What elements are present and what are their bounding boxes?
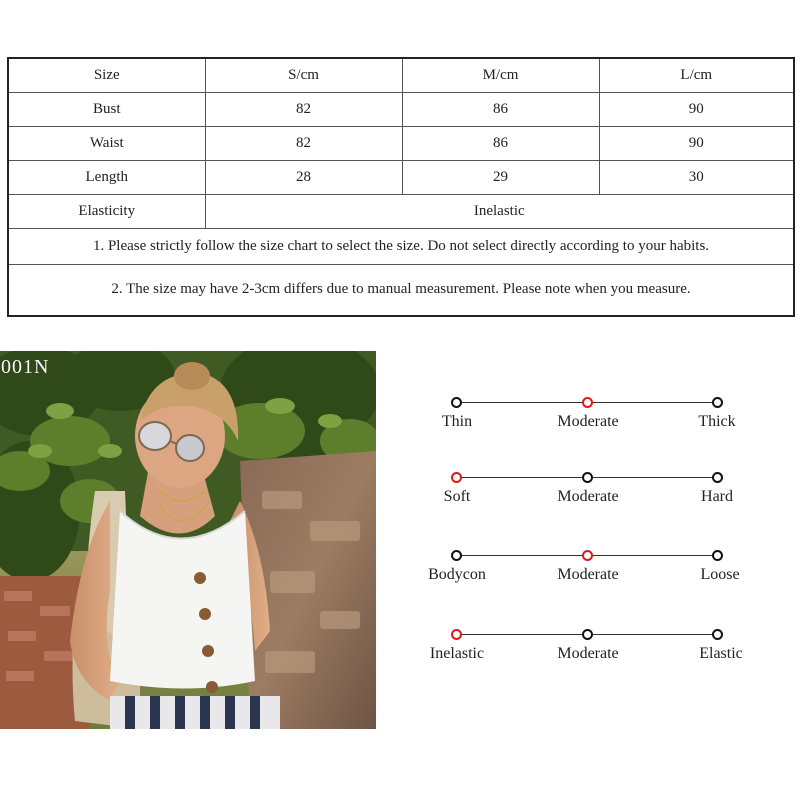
scale-label: Thin [441,413,473,430]
table-cell: 82 [205,126,402,160]
table-cell: 86 [402,126,599,160]
fit-scale [410,533,780,593]
scale-label: Thick [698,413,736,430]
scale-marker-loose [712,550,723,561]
scale-label: Loose [700,566,740,583]
scale-marker-elastic [712,629,723,640]
scale-marker-thin [451,397,462,408]
size-header-cell: Size [8,58,205,92]
size-note-1: 1. Please strictly follow the size chart to select the size. Do not select directly according to your habits. [8,228,794,264]
table-cell: 28 [205,160,402,194]
table-cell: 30 [599,160,794,194]
table-cell: 82 [205,92,402,126]
size-header-cell: L/cm [599,58,794,92]
row-label: Length [8,160,205,194]
note-row-2 [8,264,794,316]
scale-label: Soft [443,488,471,505]
scale-marker-moderate [582,397,593,408]
scale-marker-inelastic [451,629,462,640]
size-note-2: 2. The size may have 2-3cm differs due to manual measurement. Please note when you measure. [8,264,794,316]
scale-marker-moderate [582,629,593,640]
scale-marker-thick [712,397,723,408]
scale-marker-soft [451,472,462,483]
table-cell: 90 [599,126,794,160]
attribute-scales [410,380,800,700]
scale-label: Moderate [557,566,619,583]
table-row-length [8,160,794,194]
size-header-cell: M/cm [402,58,599,92]
row-label: Bust [8,92,205,126]
scale-marker-hard [712,472,723,483]
row-label: Waist [8,126,205,160]
scale-label: Moderate [557,413,619,430]
scale-label: Bodycon [428,566,486,583]
elasticity-scale [410,612,780,672]
table-cell: 86 [402,92,599,126]
table-row-bust [8,92,794,126]
row-label: Elasticity [8,194,205,228]
scale-label: Moderate [557,488,619,505]
scale-label: Hard [701,488,733,505]
scale-marker-moderate [582,472,593,483]
size-chart-table [7,57,795,317]
table-row-elasticity [8,194,794,228]
table-row-waist [8,126,794,160]
photo-watermark: 001N [1,356,50,378]
scale-label: Moderate [557,645,619,662]
elasticity-value: Inelastic [205,194,794,228]
scale-marker-moderate [582,550,593,561]
softness-scale [410,455,780,515]
table-cell: 29 [402,160,599,194]
scale-marker-bodycon [451,550,462,561]
thickness-scale [410,380,780,440]
table-cell: 90 [599,92,794,126]
note-row-1 [8,228,794,264]
size-header-row [8,58,794,92]
scale-label: Inelastic [429,645,485,662]
scale-label: Elastic [699,645,743,662]
model-photo [0,351,376,729]
size-header-cell: S/cm [205,58,402,92]
